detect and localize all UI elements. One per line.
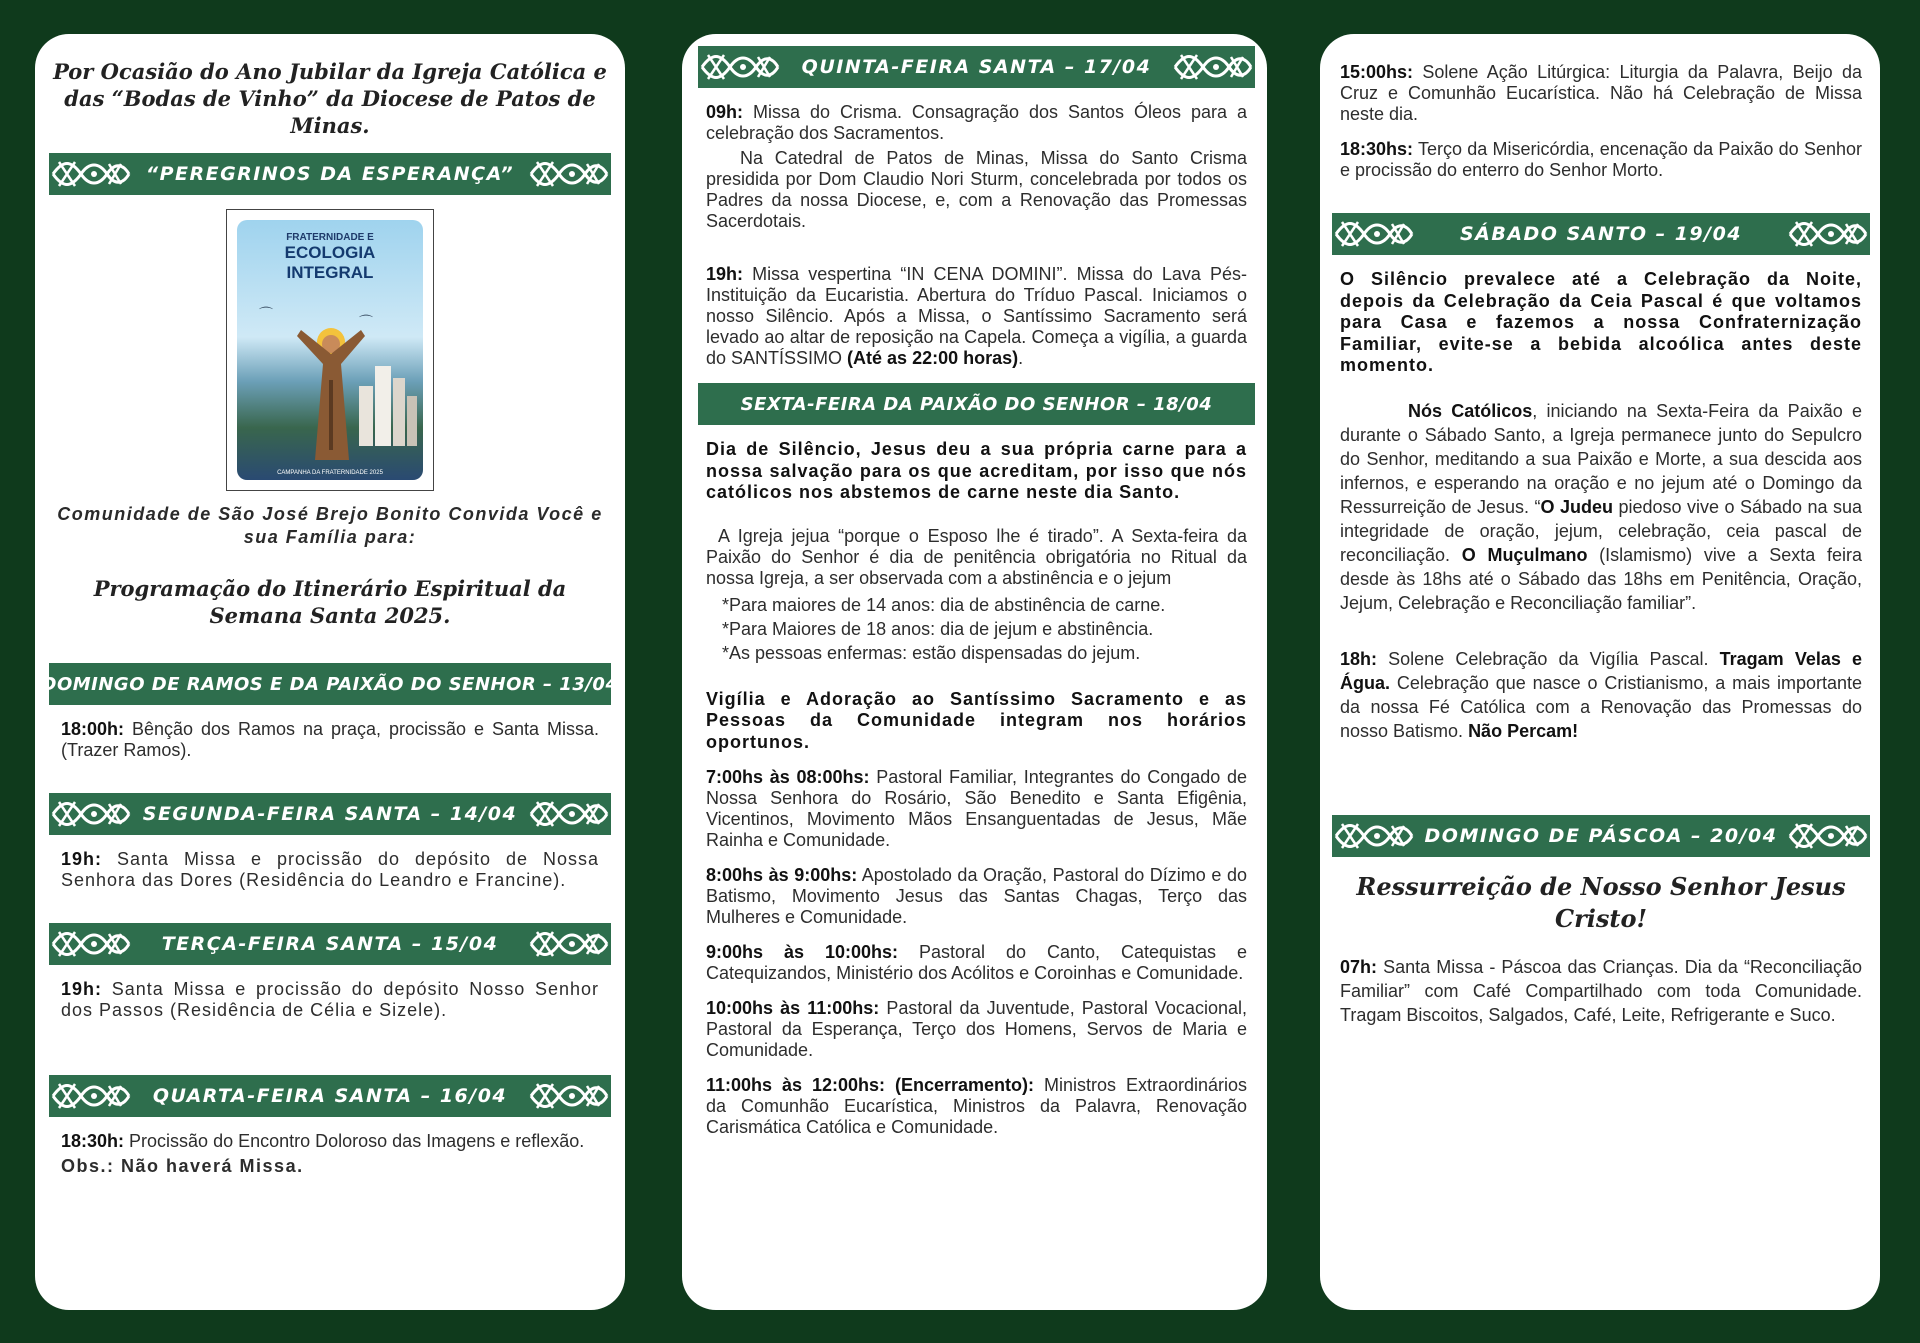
entry-time: 18:30hs: xyxy=(1340,139,1414,159)
banner-sexta xyxy=(698,383,1255,425)
ornament-icon xyxy=(1332,216,1416,252)
slot-entry xyxy=(698,767,1255,851)
slot-text: Ministros Extraordinários da Comunhão Eucarística, Ministros da Palavra, Renovação Carismática Católica e Comunidade. xyxy=(706,1075,1247,1137)
panel-middle xyxy=(682,34,1267,1310)
ornament-icon xyxy=(49,1078,133,1114)
entry-bold: (Até as 22:00 horas) xyxy=(847,348,1019,368)
entry-end: . xyxy=(1018,348,1024,368)
banner-label: DOMINGO DE RAMOS E DA PAIXÃO DO SENHOR – 13/04 xyxy=(41,673,619,695)
entry-text: Missa vespertina “IN CENA DOMINI”. Missa do Lava Pés- Instituição da Eucaristia. Abertura do Tríduo Pascal. Iniciamos o nosso Silêncio. Após a Missa, o Santíssimo Sacramento será levado ao altar de reposição na Capela. Começa a vigília, a guarda do SANTÍSSIMO xyxy=(706,264,1247,368)
slot-text: Apostolado da Oração, Pastoral do Dízimo e do Batismo, Movimento Jesus das Santas Chagas, Terço das Mulheres e Comunidade. xyxy=(706,865,1247,927)
banner-segunda xyxy=(49,793,611,835)
obs-note: Obs.: Não haverá Missa. xyxy=(61,1156,304,1176)
banner-sabado xyxy=(1332,213,1870,255)
abstinence-rules xyxy=(698,593,1255,665)
entry-time: 18:00h: xyxy=(61,719,125,739)
bird-icon: ⌒ xyxy=(259,306,273,322)
slot-time: 9:00hs às 10:00hs: xyxy=(706,942,899,962)
banner-label: QUARTA-FEIRA SANTA – 16/04 xyxy=(152,1085,508,1107)
vigilia-pascal-entry xyxy=(1332,647,1870,743)
ornament-icon xyxy=(1786,818,1870,854)
ornament-icon xyxy=(527,926,611,962)
entry-time: 18h: xyxy=(1340,648,1378,669)
ornament-icon xyxy=(49,156,133,192)
schedule-entry xyxy=(49,719,611,761)
saint-francis-illustration xyxy=(291,320,371,460)
panel-left xyxy=(35,34,625,1310)
slot-text: Pastoral Familiar, Integrantes do Congado de Nossa Senhora do Rosário, São Benedito e Santa Efigênia, Vicentinos, Movimento Mãos Ensanguentadas de Jesus, Mãe Rainha e Comunidade. xyxy=(706,767,1247,850)
poster-title-2: ECOLOGIA xyxy=(284,243,376,262)
sexta-intro: Dia de Silêncio, Jesus deu a sua própria carne para a nossa salvação para os que acreditam, por isso que nós católicos nos abstemos de carne neste dia Santo. xyxy=(706,439,1247,502)
slot-entry xyxy=(698,1075,1255,1138)
entry-time: 15:00hs: xyxy=(1340,62,1414,82)
poster-title-3: INTEGRAL xyxy=(286,263,374,282)
banner-label: SEXTA-FEIRA DA PAIXÃO DO SENHOR – 18/04 xyxy=(740,393,1213,415)
entry-bold: Não Percam! xyxy=(1468,720,1579,741)
entry-text: Celebração que nasce o Cristianismo, a mais importante da nossa Fé Católica com a Renovação das Promessas do nosso Batismo. xyxy=(1340,672,1862,741)
paragraph-text: , iniciando na Sexta-Feira da Paixão e durante o Sábado Santo, a Igreja permanece junto do Sepulcro do Senhor, meditando a sua Paixão e Morte, a sua descida aos infernos, e esperando na oração e no jejum até o Domingo da Ressurreição de Jesus. “ xyxy=(1340,400,1862,517)
entry-text: Santa Missa - Páscoa das Crianças. Dia da “Reconciliação Familiar” com Café Compartilhado com toda Comunidade. Tragam Biscoitos, Salgados, Café, Leite, Refrigerante e Suco. xyxy=(1340,956,1862,1025)
banner-quarta xyxy=(49,1075,611,1117)
ornament-icon xyxy=(49,796,133,832)
catolicos-paragraph xyxy=(1332,399,1870,615)
schedule-entry xyxy=(1332,955,1870,1027)
entry-bold: Tragam Velas e Água. xyxy=(1340,648,1863,693)
schedule-entry xyxy=(698,102,1255,144)
community-invite: Comunidade de São José Brejo Bonito Convida Você e sua Família para: xyxy=(57,504,603,547)
ornament-icon xyxy=(49,926,133,962)
bold-term: Nós Católicos xyxy=(1408,400,1533,421)
ornament-icon xyxy=(527,1078,611,1114)
entry-time: 07h: xyxy=(1340,956,1378,977)
banner-label: “PEREGRINOS DA ESPERANÇA” xyxy=(145,163,515,185)
entry-time: 19h: xyxy=(706,264,744,284)
entry-text: Solene Ação Litúrgica: Liturgia da Palavra, Beijo da Cruz e Comunhão Eucarística. Não há Celebração de Missa neste dia. xyxy=(1340,62,1862,124)
ornament-icon xyxy=(1786,216,1870,252)
banner-pascoa xyxy=(1332,815,1870,857)
entry-text: Solene Celebração da Vigília Pascal. xyxy=(1377,648,1720,669)
slot-text: Pastoral do Canto, Catequistas e Catequizandos, Ministério dos Acólitos e Coroinhas e Comunidade. xyxy=(706,942,1248,983)
banner-label: QUINTA-FEIRA SANTA – 17/04 xyxy=(801,56,1152,78)
ornament-icon xyxy=(527,156,611,192)
slot-entry xyxy=(698,998,1255,1061)
rule-item: *As pessoas enfermas: estão dispensadas do jejum. xyxy=(722,642,1141,663)
schedule-entry xyxy=(49,849,611,891)
ornament-icon xyxy=(1332,818,1416,854)
program-title: Programação do Itinerário Espiritual da Semana Santa 2025. xyxy=(93,576,567,628)
paragraph-text: piedoso vive o Sábado na sua integridade de oração, jejum, celebração, ceia pascal de reconciliação. xyxy=(1340,496,1862,565)
slot-entry xyxy=(698,942,1255,984)
banner-terca xyxy=(49,923,611,965)
entry-text: Terço da Misericórdia, encenação da Paixão do Senhor e procissão do enterro do Senhor Morto. xyxy=(1340,139,1862,180)
slot-time: 7:00hs às 08:00hs: xyxy=(706,767,870,787)
poster-caption: CAMPANHA DA FRATERNIDADE 2025 xyxy=(277,470,383,476)
entry-text: Missa do Crisma. Consagração dos Santos Óleos para a celebração dos Sacramentos. xyxy=(706,102,1247,143)
paragraph-text: (Islamismo) vive a Sexta feira desde às 18hs até o Sábado das 18hs em Penitência, Oração, Jejum, Celebração e Reconciliação familiar”. xyxy=(1340,544,1862,613)
banner-label: DOMINGO DE PÁSCOA – 20/04 xyxy=(1424,824,1778,847)
schedule-entry xyxy=(1332,62,1870,125)
entry-time: 19h: xyxy=(61,849,103,869)
schedule-entry xyxy=(49,979,611,1021)
schedule-entry xyxy=(1332,139,1870,181)
banner-label: SÁBADO SANTO – 19/04 xyxy=(1459,223,1743,245)
ornament-icon xyxy=(698,49,782,85)
banner-quinta xyxy=(698,46,1255,88)
intro-text: Por Ocasião do Ano Jubilar da Igreja Católica e das “Bodas de Vinho” da Diocese de Patos de Minas. xyxy=(53,59,607,138)
banner-label: SEGUNDA-FEIRA SANTA – 14/04 xyxy=(142,803,518,825)
schedule-entry xyxy=(698,264,1255,369)
entry-time: 09h: xyxy=(706,102,744,122)
ornament-icon xyxy=(527,796,611,832)
panel-right xyxy=(1320,34,1880,1310)
poster-title-1: FRATERNIDADE E xyxy=(286,232,374,243)
bold-term: O Muçulmano xyxy=(1461,544,1588,565)
slot-time: 11:00hs às 12:00hs: (Encerramento): xyxy=(706,1075,1035,1095)
ornament-icon xyxy=(1171,49,1255,85)
slot-time: 10:00hs às 11:00hs: xyxy=(706,998,880,1018)
rule-item: *Para maiores de 14 anos: dia de abstinência de carne. xyxy=(722,594,1166,615)
schedule-entry xyxy=(49,1131,611,1152)
entry-text: Santa Missa e procissão do depósito Nosso Senhor dos Passos (Residência de Célia e Sizele). xyxy=(61,979,599,1020)
catedral-paragraph: Na Catedral de Patos de Minas, Missa do Santo Crisma presidida por Dom Claudio Nori Sturm, concelebrada por todos os Padres da nossa Diocese, e, com a Renovação das Promessas Sacerdotais. xyxy=(706,148,1247,231)
jejum-paragraph: A Igreja jejua “porque o Esposo lhe é tirado”. A Sexta-feira da Paixão do Senhor é dia de penitência obrigatória no Ritual da nossa Igreja, a ser observada com a abstinência e o jejum xyxy=(706,525,1247,588)
slot-text: Pastoral da Juventude, Pastoral Vocacional, Pastoral da Esperança, Terço dos Homens, Servos de Maria e Comunidade. xyxy=(706,998,1247,1060)
bird-icon: ⌒ xyxy=(359,314,373,330)
entry-text: Procissão do Encontro Doloroso das Imagens e reflexão. xyxy=(124,1131,585,1151)
sabado-intro: O Silêncio prevalece até a Celebração da Noite, depois da Celebração da Ceia Pascal é que voltamos para Casa e fazemos a nossa Confraternização Familiar, evite-se a bebida alcoólica antes deste momento. xyxy=(1340,269,1862,375)
easter-title: Ressurreição de Nosso Senhor Jesus Cristo! xyxy=(1356,871,1846,933)
entry-text: Santa Missa e procissão do depósito de Nossa Senhora das Dores (Residência do Leandro e Francine). xyxy=(61,849,599,890)
campaign-poster xyxy=(226,209,434,491)
banner-theme xyxy=(49,153,611,195)
rule-item: *Para Maiores de 18 anos: dia de jejum e abstinência. xyxy=(722,618,1154,639)
bold-term: O Judeu xyxy=(1540,496,1613,517)
vigilia-heading: Vigília e Adoração ao Santíssimo Sacramento e as Pessoas da Comunidade integram nos horários oportunos. xyxy=(706,688,1247,752)
entry-time: 19h: xyxy=(61,979,103,999)
banner-label: TERÇA-FEIRA SANTA – 15/04 xyxy=(161,933,499,955)
slot-time: 8:00hs às 9:00hs: xyxy=(706,865,858,885)
entry-time: 18:30h: xyxy=(61,1131,125,1151)
slot-entry xyxy=(698,865,1255,928)
entry-text: Bênção dos Ramos na praça, procissão e Santa Missa. (Trazer Ramos). xyxy=(61,719,599,760)
banner-domingo-ramos xyxy=(41,663,619,705)
